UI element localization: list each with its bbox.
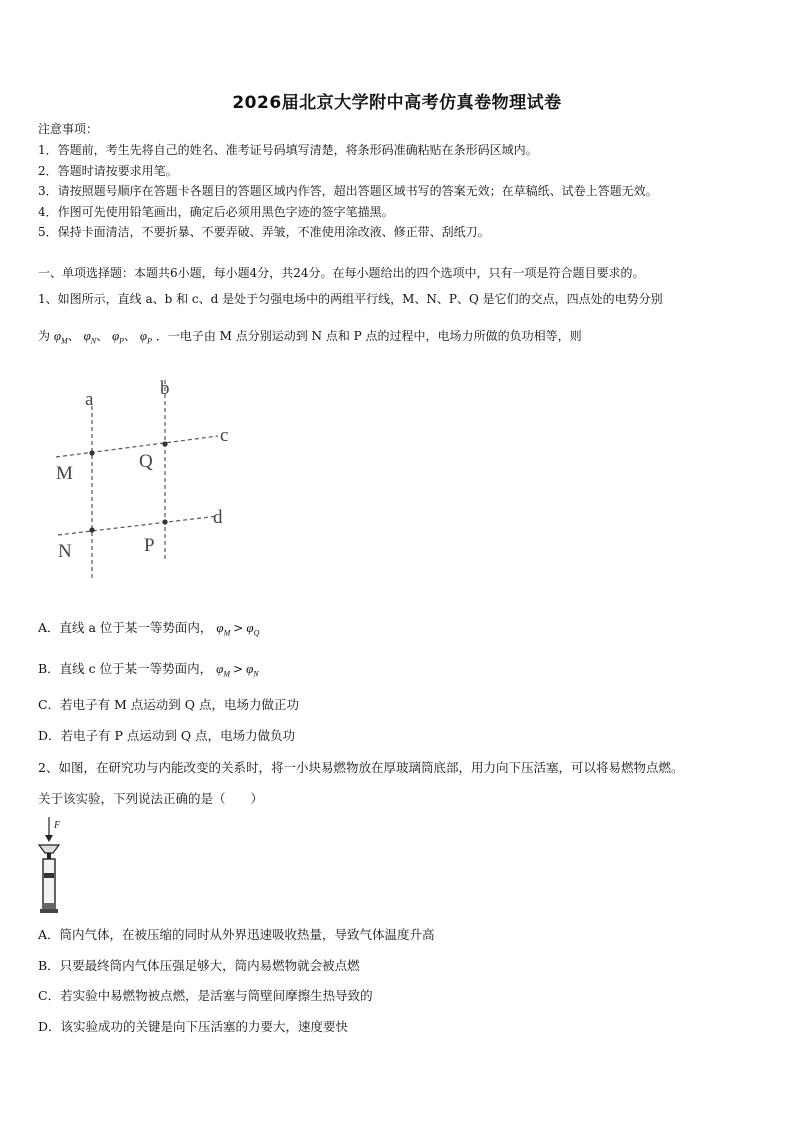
- label-m: M: [56, 463, 73, 484]
- label-q: Q: [139, 451, 153, 472]
- q2-stem-line1: 2、如图，在研究功与内能改变的关系时，将一小块易燃物放在厚玻璃筒底部，用力向下压活塞，可以将易燃物点燃。: [38, 760, 684, 775]
- notice-item-1: 1．答题前，考生先将自己的姓名、准考证号码填写清楚，将条形码准确粘贴在条形码区域内。: [38, 143, 538, 157]
- q2-option-c: C．若实验中易燃物被点燃，是活塞与筒壁间摩擦生热导致的: [38, 988, 373, 1003]
- q1-option-a: A．直线 a 位于某一等势面内， $\varphi_M > \varphi_Q$: [38, 620, 260, 638]
- label-a: a: [85, 389, 94, 410]
- q1-option-b: B．直线 c 位于某一等势面内， $\varphi_M > \varphi_N$: [38, 661, 259, 679]
- q1-stem-suffix: ．一电子由 M 点分别运动到 N 点和 P 点的过程中，电场力所做的负功相等，则: [155, 329, 582, 343]
- force-arrowhead: [45, 835, 53, 842]
- q2-option-a: A．筒内气体，在被压缩的同时从外界迅速吸收热量，导致气体温度升高: [38, 927, 435, 942]
- q2-option-b: B．只要最终筒内气体压强足够大，筒内易燃物就会被点燃: [38, 958, 360, 973]
- phi-p-second: $\varphi_P$: [139, 328, 152, 346]
- q1-field-lines-figure: [48, 378, 248, 580]
- section-heading: 一、单项选择题：本题共6小题，每小题4分，共24分。在每小题给出的四个选项中，只有一项是符合题目要求的。: [38, 266, 645, 280]
- notice-item-2: 2．答题时请按要求用笔。: [38, 164, 178, 178]
- label-p: P: [144, 535, 155, 556]
- q2-piston-cylinder-figure: [30, 815, 70, 915]
- label-n: N: [58, 541, 72, 562]
- line-d: [58, 516, 218, 535]
- point-n: [89, 527, 94, 532]
- notice-item-5: 5．保持卡面清洁，不要折暴、不要弄破、弄皱，不准使用涂改液、修正带、刮纸刀。: [38, 225, 490, 239]
- phi-p: $\varphi_P$: [111, 328, 125, 346]
- phi-n: $\varphi_N$: [83, 328, 97, 346]
- notice-item-4: 4．作图可先使用铅笔画出，确定后必须用黑色字迹的签字笔描黑。: [38, 205, 394, 219]
- point-q: [162, 441, 167, 446]
- label-c: c: [220, 425, 229, 446]
- q1-option-c: C．若电子有 M 点运动到 Q 点，电场力做正功: [38, 697, 300, 712]
- line-c: [56, 436, 218, 457]
- notice-item-3: 3．请按照题号顺序在答题卡各题目的答题区域内作答，超出答题区域书写的答案无效；在草稿纸、试卷上答题无效。: [38, 184, 658, 198]
- label-d: d: [213, 507, 223, 528]
- piston: [44, 873, 54, 878]
- q1-option-d: D．若电子有 P 点运动到 Q 点，电场力做负功: [38, 728, 296, 743]
- q2-option-d: D．该实验成功的关键是向下压活塞的力要大，速度要快: [38, 1019, 349, 1034]
- phi-m: $\varphi_M$: [53, 328, 68, 346]
- q1-stem-prefix: 为: [38, 329, 51, 343]
- q1-stem-line2: 为 $\varphi_M$、 $\varphi_N$、 $\varphi_P$、 $\varphi_P$ ．一电子由 M 点分别运动到 N 点和 P 点的过程中，电场力所做的负功相等，则: [38, 328, 582, 346]
- page-title: 2026届北京大学附中高考仿真卷物理试卷: [232, 93, 562, 113]
- point-m: [89, 450, 94, 455]
- q2-stem-line2: 关于该实验，下列说法正确的是（ ）: [38, 791, 264, 806]
- piston-handle: [39, 845, 59, 853]
- q1-stem-line1: 1、如图所示，直线 a、b 和 c、d 是处于匀强电场中的两组平行线，M、N、P、Q 是它们的交点，四点处的电势分别: [38, 292, 663, 306]
- notice-heading: 注意事项：: [38, 122, 99, 136]
- flammable-material: [44, 903, 54, 910]
- tube-base: [40, 909, 58, 913]
- point-p: [162, 519, 167, 524]
- label-b: b: [160, 378, 170, 399]
- force-label: F: [54, 820, 61, 831]
